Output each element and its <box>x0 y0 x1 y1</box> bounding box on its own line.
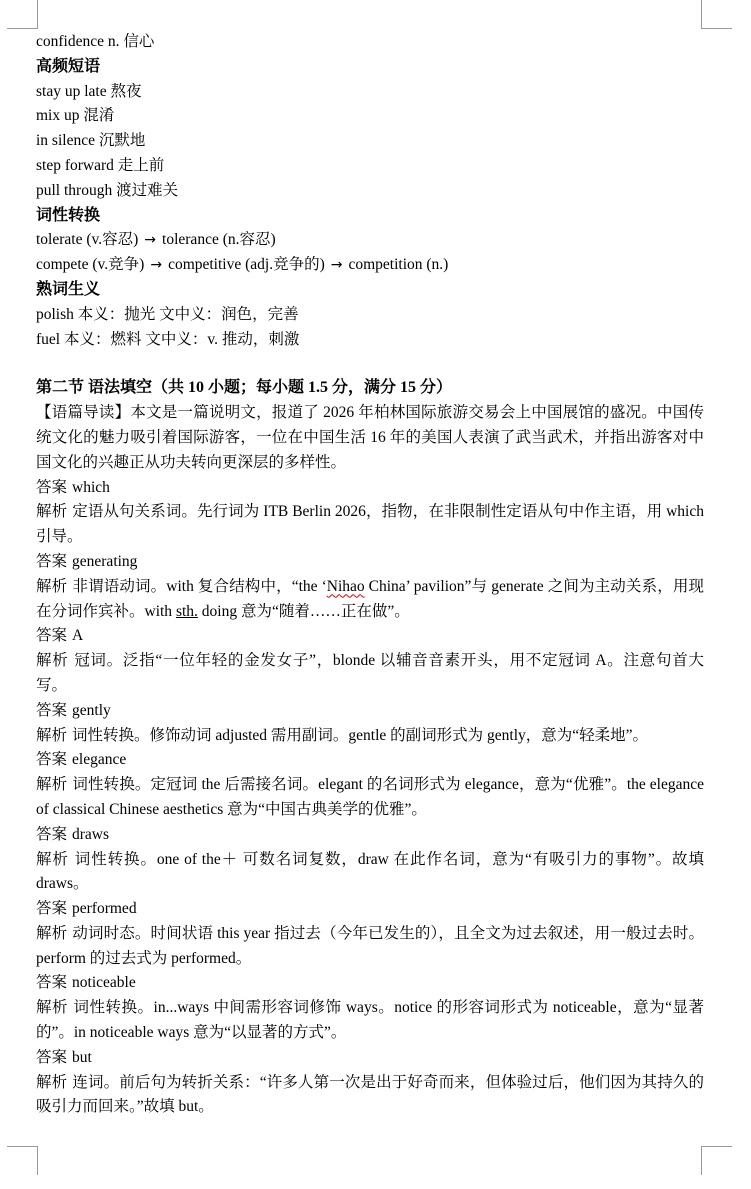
analysis-label: 解析 <box>36 577 68 595</box>
answer-label: 答案 <box>36 1048 68 1066</box>
analysis-line <box>36 575 704 625</box>
analysis-label: 解析 <box>36 999 69 1017</box>
analysis-label: 解析 <box>36 503 68 521</box>
analysis-text: 词性转换。定冠词 the 后需接名词。elegant 的名词形式为 elegance，意为“优雅”。the elegance of classical Chinese aesthetics 意为“中国古典美学的优雅”。 <box>36 776 704 818</box>
analysis-line <box>36 996 704 1046</box>
document-body <box>36 30 704 1120</box>
section-heading: 高频短语 <box>36 57 101 75</box>
crop-mark-bottom-right <box>701 1146 732 1175</box>
analysis-text: 词性转换。one of the＋ 可数名词复数，draw 在此作名词，意为“有吸引力的事物”。故填 draws。 <box>36 850 704 893</box>
answer-value: gently <box>72 701 111 719</box>
blank-line <box>36 352 704 376</box>
analysis-text: doing 意为“随着……正在做”。 <box>197 602 410 620</box>
answer-label: 答案 <box>36 701 68 719</box>
phrase-line: step forward 走上前 <box>36 156 165 174</box>
analysis-label: 解析 <box>36 726 68 744</box>
analysis-label: 解析 <box>36 776 68 794</box>
answer-label: 答案 <box>36 974 68 992</box>
analysis-text: 连词。前后句为转折关系：“许多人第一次是出于好奇而来，但体验过后，他们因为其持久的吸引力而回来。”故填 but。 <box>36 1073 704 1116</box>
passage-intro: 【语篇导读】本文是一篇说明文，报道了 2026 年柏林国际旅游交易会上中国展馆的盛况。中国传统文化的魅力吸引着国际游客，一位在中国生活 16 年的美国人表演了武当武术，并指出游客对中国文化的兴趣正从功夫转向更深层的多样性。 <box>36 404 704 471</box>
analysis-line <box>36 500 704 550</box>
answer-line <box>36 897 704 922</box>
analysis-line <box>36 649 704 699</box>
analysis-label: 解析 <box>36 850 69 868</box>
crop-mark-bottom-left <box>7 1146 38 1175</box>
analysis-text: 词性转换。修饰动词 adjusted 需用副词。gentle 的副词形式为 gently，意为“轻柔地”。 <box>72 726 649 744</box>
analysis-line <box>36 724 704 749</box>
analysis-line <box>36 922 704 972</box>
section-heading: 词性转换 <box>36 206 101 224</box>
word-form: tolerate (v.容忍) <box>36 231 139 249</box>
analysis-label: 解析 <box>36 1073 68 1091</box>
answer-value: which <box>72 478 110 496</box>
answer-value: elegance <box>72 751 127 769</box>
answer-value: noticeable <box>72 974 136 992</box>
arrow-icon: → <box>330 257 343 274</box>
phrase-line: mix up 混淆 <box>36 107 115 125</box>
familiar-word-line: polish 本义：抛光 文中义：润色，完善 <box>36 305 299 323</box>
answer-value: performed <box>72 900 137 918</box>
analysis-label: 解析 <box>36 652 69 670</box>
answer-label: 答案 <box>36 478 68 496</box>
answer-line <box>36 1046 704 1071</box>
arrow-icon: → <box>144 232 157 249</box>
phrase-line: stay up late 熬夜 <box>36 82 142 100</box>
vocab-line: confidence n. 信心 <box>36 33 155 50</box>
answer-line <box>36 476 704 501</box>
phrase-line: in silence 沉默地 <box>36 132 146 150</box>
answer-value: generating <box>72 552 138 570</box>
answer-line <box>36 550 704 575</box>
word-form: compete (v.竞争) <box>36 256 145 274</box>
phrase-line: pull through 渡过难关 <box>36 181 179 199</box>
answer-label: 答案 <box>36 627 68 645</box>
crop-mark-top-left <box>7 0 38 29</box>
section-heading: 熟词生义 <box>36 280 101 298</box>
conversion-line <box>36 253 704 278</box>
word-form: tolerance (n.容忍) <box>162 231 276 249</box>
underlined-word: sth. <box>175 602 198 620</box>
word-form: competitive (adj.竞争的) <box>168 256 325 274</box>
analysis-text: China’ pavilion”与 generate 之间为主动关系，用现在分词作宾补。with <box>36 577 704 620</box>
answer-label: 答案 <box>36 900 68 918</box>
analysis-text: 非谓语动词。with 复合结构中，“the ‘ <box>72 577 327 595</box>
word-form: competition (n.) <box>348 256 449 274</box>
section-title: 第二节 语法填空（共 10 小题；每小题 1.5 分，满分 15 分） <box>36 379 453 397</box>
answer-line <box>36 971 704 996</box>
analysis-line <box>36 1071 704 1121</box>
analysis-line <box>36 848 704 898</box>
answer-line <box>36 624 704 649</box>
crop-mark-top-right <box>701 0 732 29</box>
answer-line <box>36 699 704 724</box>
answer-line <box>36 823 704 848</box>
familiar-word-line: fuel 本义：燃料 文中义：v. 推动，刺激 <box>36 330 300 348</box>
conversion-line <box>36 228 704 253</box>
analysis-text: 冠词。泛指“一位年轻的金发女子”，blonde 以辅音音素开头，用不定冠词 A。注意句首大写。 <box>36 652 704 694</box>
answer-value: draws <box>72 825 110 843</box>
analysis-line <box>36 773 704 823</box>
answer-label: 答案 <box>36 751 68 769</box>
answer-line <box>36 748 704 773</box>
analysis-text: 定语从句关系词。先行词为 ITB Berlin 2026，指物，在非限制性定语从句中作主语，用 which 引导。 <box>36 503 704 546</box>
arrow-icon: → <box>150 257 163 274</box>
answer-value: A <box>72 627 84 645</box>
analysis-label: 解析 <box>36 924 68 942</box>
analysis-text: 动词时态。时间状语 this year 指过去（今年已发生的），且全文为过去叙述，用一般过去时。perform 的过去式为 performed。 <box>36 924 704 967</box>
answer-label: 答案 <box>36 825 68 843</box>
spellcheck-word: Nihao <box>326 577 365 595</box>
analysis-text: 词性转换。in...ways 中间需形容词修饰 ways。notice 的形容词形式为 noticeable，意为“显著的”。in noticeable ways 意为“以显著的方式”。 <box>36 999 704 1042</box>
answer-label: 答案 <box>36 552 68 570</box>
answer-value: but <box>72 1048 92 1066</box>
